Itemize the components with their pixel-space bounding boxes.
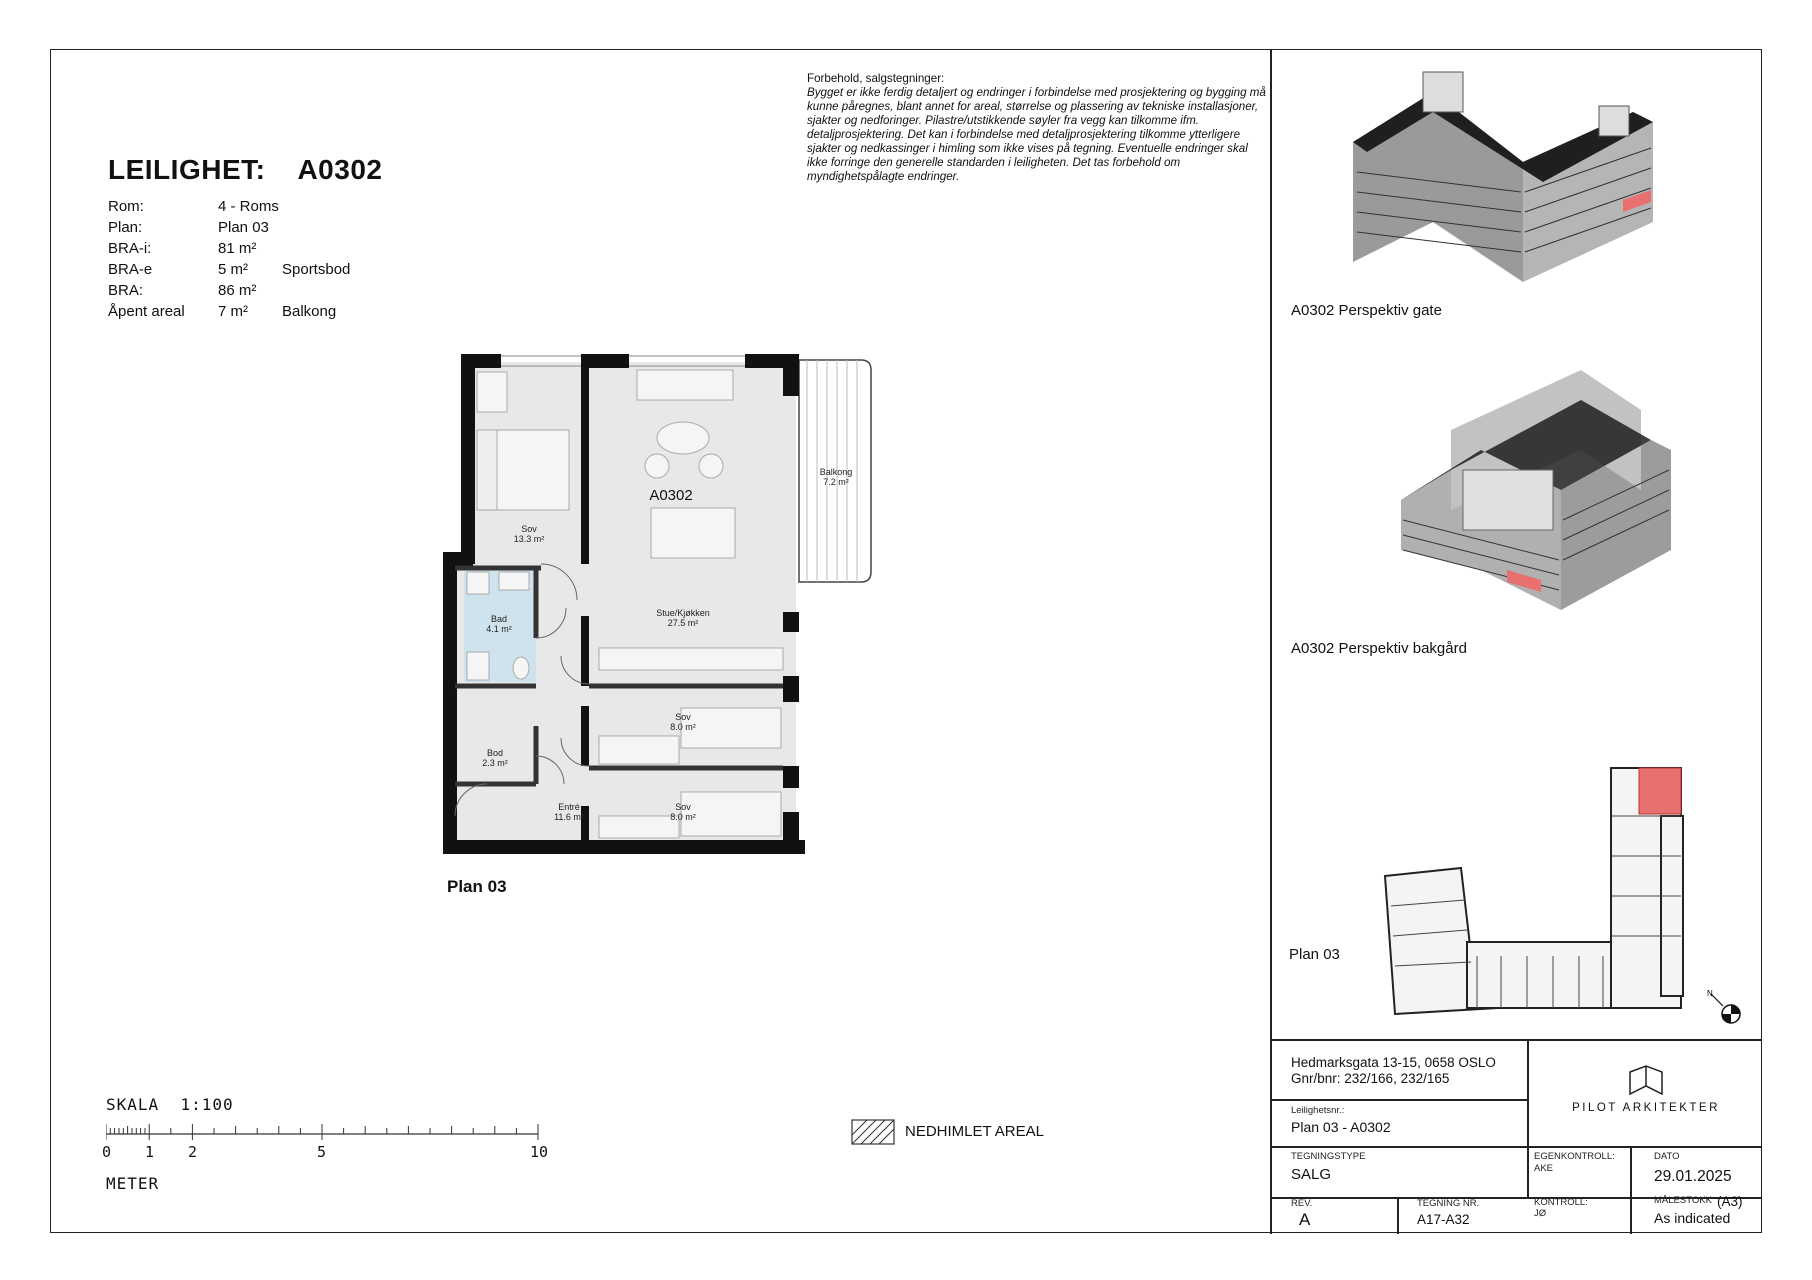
column-divider	[1270, 50, 1272, 1234]
disclaimer-title: Forbehold, salgstegninger:	[807, 72, 945, 85]
scale-tick-2: 2	[188, 1143, 198, 1161]
room-area: 11.6 m²	[554, 812, 584, 822]
tb-tegning-nr: A17-A32	[1417, 1212, 1470, 1227]
tb-rev-label: REV.	[1291, 1198, 1313, 1209]
tb-tegningstype: SALG	[1291, 1166, 1332, 1183]
info-row: Rom: 4 - Roms	[108, 198, 279, 215]
info-row: Åpent areal 7 m² Balkong	[108, 303, 337, 320]
tb-egenkontroll-label: EGENKONTROLL:	[1534, 1151, 1615, 1162]
tb-leilighetsnr-label: Leilighetsnr.:	[1291, 1105, 1345, 1116]
view-caption-gate: A0302 Perspektiv gate	[1291, 302, 1442, 319]
apartment-info-table	[108, 198, 350, 324]
room-label: Bad	[490, 614, 508, 624]
view-caption-bakgard: A0302 Perspektiv bakgård	[1291, 640, 1467, 657]
room-label: Balkong	[819, 467, 853, 477]
scale-tick-0: 0	[102, 1143, 112, 1161]
info-row: BRA-e 5 m² Sportsbod	[108, 261, 351, 278]
hatch-icon	[851, 1119, 895, 1145]
info-row: BRA-i: 81 m²	[108, 240, 257, 257]
key-plan-image	[1381, 756, 1735, 1016]
svg-text:N: N	[1707, 989, 1713, 998]
highlight-unit	[1639, 768, 1681, 814]
floor-plan-caption: Plan 03	[447, 877, 507, 896]
disclaimer-body: Bygget er ikke ferdig detaljert og endringer i forbindelse med prosjektering og bygging må kunne påregnes, blant annet for areal, størrelse og plassering av tekniske installasjoner, sjakter og nedforinger. Pilastre/utstikkende søyler fra vegg kan tilkomme ifm. detaljprosjektering. Det kan i forbindelse med detaljprosjektering tilkomme ytterligere sjakter og nedkassinger i himling som ikke vises på tegning. Eventuelle endringer skal ikke forringe den generelle standarden i leiligheten. Det tas forbehold om myndighetspålagte endringer.	[807, 86, 1266, 183]
scale-tick-5: 5	[317, 1143, 327, 1161]
room-label: Bod	[486, 748, 504, 758]
tb-address-block	[1291, 1055, 1496, 1087]
tb-gnr: Gnr/bnr: 232/166, 232/165	[1291, 1071, 1450, 1086]
tb-format: (A3)	[1717, 1194, 1743, 1209]
scale-unit: METER	[106, 1174, 160, 1193]
tb-kontroll: JØ	[1534, 1208, 1547, 1219]
tb-leilighetsnr: Plan 03 - A0302	[1291, 1119, 1391, 1135]
tb-malestokk: As indicated	[1654, 1210, 1731, 1226]
scale-tick-1: 1	[145, 1143, 155, 1161]
room-area: 8.0 m²	[670, 722, 696, 732]
tb-kontroll-label: KONTROLL:	[1534, 1197, 1588, 1208]
scale-tick-10: 10	[530, 1143, 549, 1161]
view-caption-plan: Plan 03	[1289, 946, 1340, 963]
tb-line	[1397, 1197, 1399, 1234]
room-area: 13.3 m²	[513, 534, 545, 544]
room-area: 7.2 m²	[823, 477, 849, 487]
tb-line	[1630, 1146, 1632, 1234]
room-label: Entré	[558, 802, 580, 812]
room-area: 2.3 m²	[482, 758, 508, 768]
room-label: Sov	[675, 712, 691, 722]
room-label: Sov	[675, 802, 691, 812]
info-row: BRA: 86 m²	[108, 282, 257, 299]
tb-tegningstype-label: TEGNINGSTYPE	[1291, 1151, 1366, 1162]
floor-plan	[441, 346, 951, 906]
tb-egenkontroll: AKE	[1534, 1163, 1554, 1174]
apartment-heading: LEILIGHET: A0302	[108, 154, 383, 185]
room-label: Stue/Kjøkken	[656, 608, 710, 618]
tb-rev: A	[1299, 1210, 1311, 1229]
scale-title: SKALA 1:100	[106, 1095, 234, 1114]
perspective-bakgard-image	[1391, 370, 1687, 640]
room-label: Sov	[521, 524, 537, 534]
hatch-legend-label: NEDHIMLET AREAL	[905, 1123, 1044, 1140]
perspective-gate-image	[1333, 52, 1709, 312]
tb-firm: PILOT ARKITEKTER	[1572, 1102, 1720, 1114]
room-area: 27.5 m²	[667, 618, 699, 628]
tb-dato: 29.01.2025	[1654, 1168, 1732, 1185]
info-row: Plan: Plan 03	[108, 219, 269, 236]
drawing-sheet	[50, 49, 1762, 1233]
tb-malestokk-label: MÅLESTOKK	[1654, 1195, 1712, 1206]
tb-line	[1270, 1039, 1761, 1041]
unit-label: A0302	[649, 487, 693, 504]
pilot-logo-icon	[1628, 1064, 1664, 1096]
room-area: 4.1 m²	[486, 624, 512, 634]
tb-line	[1527, 1039, 1529, 1197]
tb-address: Hedmarksgata 13-15, 0658 OSLO	[1291, 1055, 1496, 1070]
north-arrow-icon	[1705, 988, 1745, 1028]
tb-dato-label: DATO	[1654, 1151, 1680, 1162]
room-area: 8.0 m²	[670, 812, 696, 822]
tb-line	[1270, 1146, 1761, 1148]
disclaimer	[807, 72, 1267, 184]
tb-line	[1270, 1099, 1527, 1101]
tb-tegning-nr-label: TEGNING NR.	[1417, 1198, 1480, 1209]
